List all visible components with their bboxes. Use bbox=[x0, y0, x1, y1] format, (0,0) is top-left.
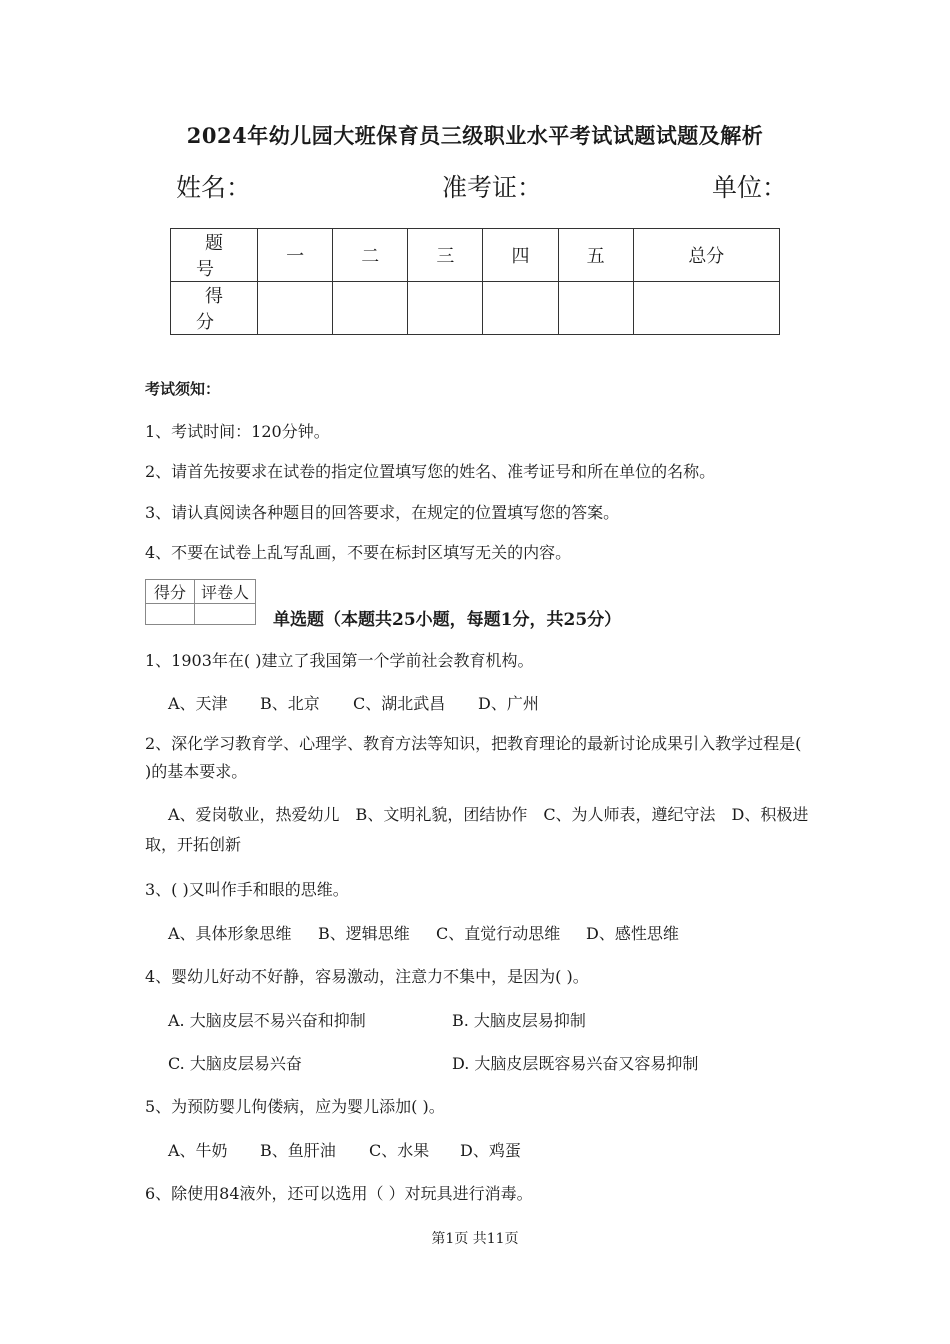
column-1: 一 bbox=[258, 229, 333, 282]
notice-title: 考试须知： bbox=[145, 380, 221, 398]
column-2: 二 bbox=[333, 229, 408, 282]
question-number-label: 题 号 bbox=[171, 229, 258, 282]
score-cell-3[interactable] bbox=[408, 282, 483, 335]
notice-item-3: 3、请认真阅读各种题目的回答要求，在规定的位置填写您的答案。 bbox=[145, 503, 620, 522]
question-5-option-d: D、鸡蛋 bbox=[460, 1141, 521, 1160]
question-2: 2、深化学习教育学、心理学、教育方法等知识，把教育理论的最新讨论成果引入教学过程是( )的基本要求。 bbox=[145, 734, 802, 781]
question-3-option-a: A、具体形象思维 bbox=[168, 924, 292, 943]
question-1-option-a: A、天津 bbox=[168, 694, 228, 713]
column-5: 五 bbox=[558, 229, 633, 282]
question-5-option-b: B、鱼肝油 bbox=[260, 1141, 336, 1160]
notice-item-1: 1、考试时间：120分钟。 bbox=[145, 422, 330, 441]
question-3-option-d: D、感性思维 bbox=[586, 924, 679, 943]
question-4-option-c: C. 大脑皮层易兴奋 bbox=[168, 1054, 302, 1073]
ticket-number-label: 准考证： bbox=[442, 173, 543, 202]
column-3: 三 bbox=[408, 229, 483, 282]
question-4-option-b: B. 大脑皮层易抑制 bbox=[452, 1011, 586, 1030]
column-total: 总分 bbox=[633, 229, 779, 282]
name-label: 姓名： bbox=[176, 173, 252, 202]
page-footer: 第1页 共11页 bbox=[431, 1231, 519, 1247]
question-2-options: A、爱岗敬业，热爱幼儿 B、文明礼貌，团结协作 C、为人师表，遵纪守法 D、积极进取，开拓创新 bbox=[145, 805, 809, 854]
score-table-header-row bbox=[171, 229, 780, 282]
grader-name-cell[interactable] bbox=[195, 604, 256, 625]
unit-label: 单位： bbox=[712, 173, 788, 202]
question-1: 1、1903年在( )建立了我国第一个学前社会教育机构。 bbox=[145, 651, 534, 670]
score-cell-1[interactable] bbox=[258, 282, 333, 335]
score-table bbox=[170, 228, 780, 335]
question-6: 6、除使用84液外，还可以选用（ ）对玩具进行消毒。 bbox=[145, 1184, 533, 1203]
question-1-option-b: B、北京 bbox=[260, 694, 320, 713]
grader-score-cell[interactable] bbox=[146, 604, 195, 625]
question-5-option-a: A、牛奶 bbox=[168, 1141, 228, 1160]
column-4: 四 bbox=[483, 229, 558, 282]
question-4-option-a: A. 大脑皮层不易兴奋和抑制 bbox=[168, 1011, 366, 1030]
score-table-score-row bbox=[171, 282, 780, 335]
question-3-option-b: B、逻辑思维 bbox=[318, 924, 410, 943]
question-3-option-c: C、直觉行动思维 bbox=[436, 924, 561, 943]
question-1-option-d: D、广州 bbox=[478, 694, 539, 713]
score-label: 得 分 bbox=[171, 282, 258, 335]
question-3: 3、( )又叫作手和眼的思维。 bbox=[145, 880, 349, 899]
score-cell-5[interactable] bbox=[558, 282, 633, 335]
question-4: 4、婴幼儿好动不好静，容易激动，注意力不集中，是因为( )。 bbox=[145, 967, 589, 986]
question-1-option-c: C、湖北武昌 bbox=[353, 694, 446, 713]
question-5: 5、为预防婴儿佝偻病，应为婴儿添加( )。 bbox=[145, 1097, 445, 1116]
score-cell-total[interactable] bbox=[633, 282, 779, 335]
score-cell-4[interactable] bbox=[483, 282, 558, 335]
notice-item-2: 2、请首先按要求在试卷的指定位置填写您的姓名、准考证号和所在单位的名称。 bbox=[145, 462, 716, 481]
section-title: 单选题（本题共25小题，每题1分，共25分） bbox=[273, 610, 622, 630]
score-cell-2[interactable] bbox=[333, 282, 408, 335]
question-4-option-d: D. 大脑皮层既容易兴奋又容易抑制 bbox=[452, 1054, 699, 1073]
grader-score-label: 得分 bbox=[146, 580, 195, 604]
notice-item-4: 4、不要在试卷上乱写乱画，不要在标封区填写无关的内容。 bbox=[145, 543, 572, 562]
exam-title: 2024年幼儿园大班保育员三级职业水平考试试题试题及解析 bbox=[186, 123, 764, 148]
grader-box bbox=[145, 579, 256, 625]
grader-name-label: 评卷人 bbox=[195, 580, 256, 604]
question-5-option-c: C、水果 bbox=[369, 1141, 430, 1160]
